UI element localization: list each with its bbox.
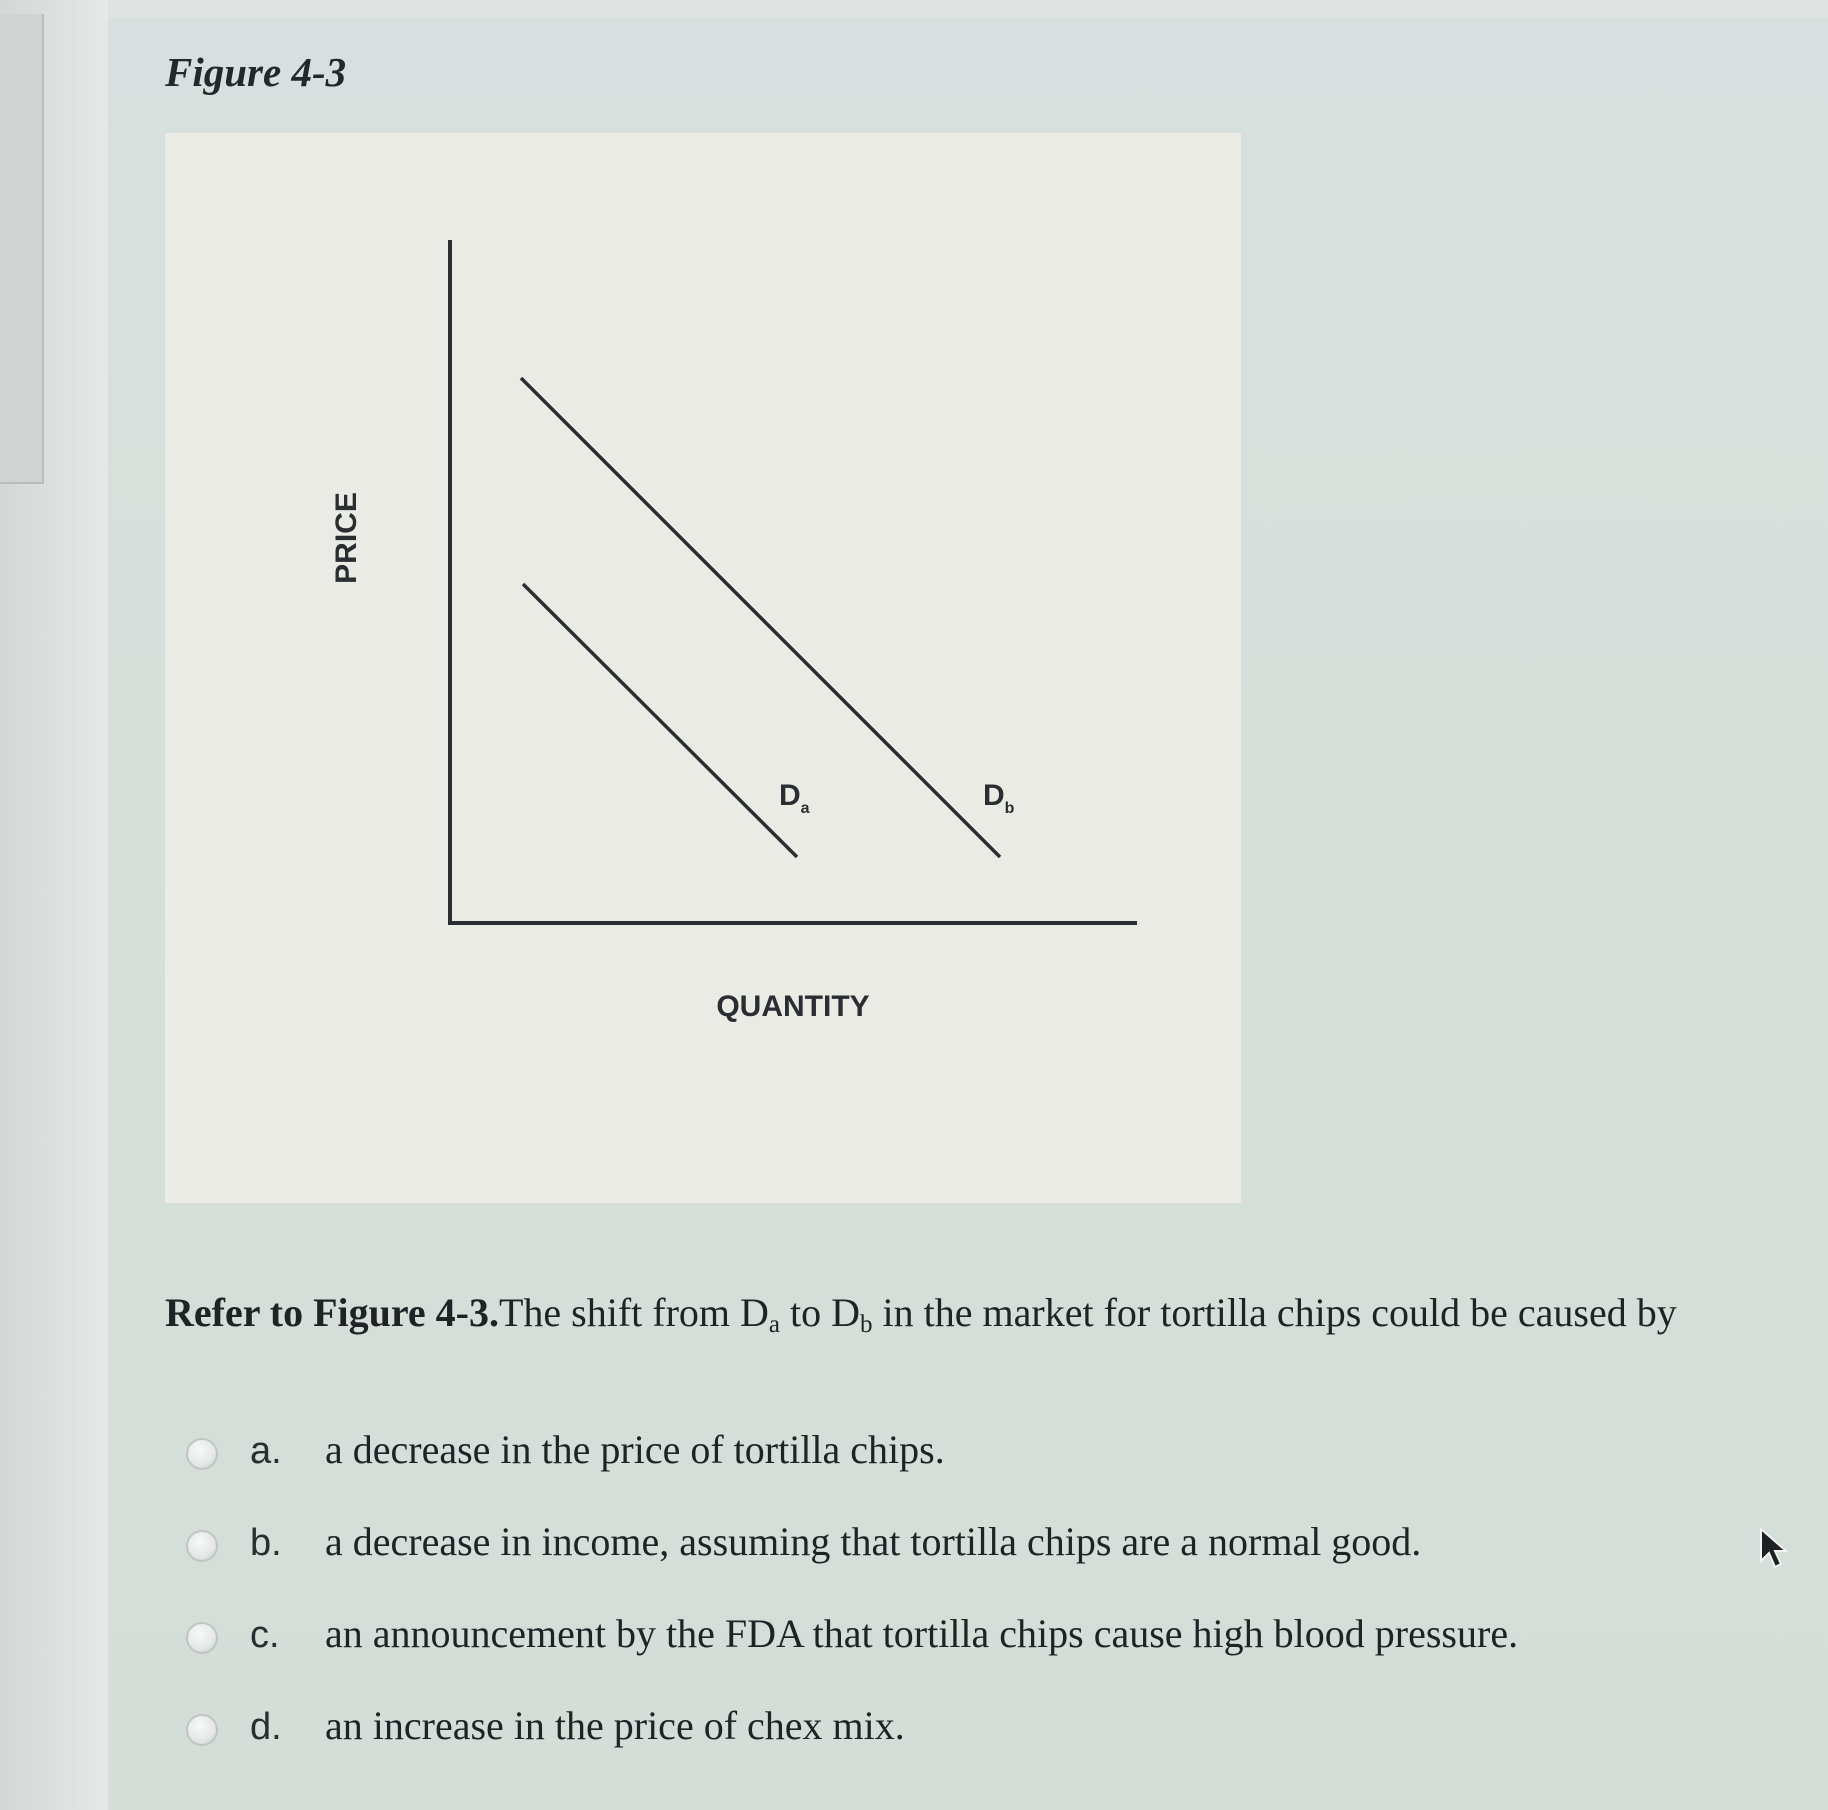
- question-sub-a: a: [768, 1311, 781, 1338]
- option-letter: a.: [250, 1430, 282, 1472]
- curve-b-subscript: b: [1004, 800, 1015, 817]
- demand-curve-b: [521, 378, 1000, 857]
- demand-curve-a-label: [779, 779, 810, 817]
- option-a[interactable]: [180, 1412, 1680, 1504]
- y-axis-label: PRICE: [330, 492, 363, 584]
- option-text[interactable]: a decrease in income, assuming that tortilla chips are a normal good.: [325, 1519, 1422, 1564]
- option-text[interactable]: a decrease in the price of tortilla chips.: [325, 1427, 945, 1472]
- answer-options: [180, 1412, 1680, 1780]
- demand-curve-a: [523, 584, 797, 857]
- left-sidebar-tab[interactable]: [0, 14, 44, 484]
- mouse-pointer-icon: [1758, 1527, 1792, 1571]
- curve-b-letter: D: [983, 779, 1005, 812]
- option-c[interactable]: [180, 1596, 1680, 1688]
- question-part-3: in the market for tortilla chips could be caused by: [872, 1290, 1677, 1335]
- option-letter: d.: [250, 1706, 282, 1748]
- figure-title: Figure 4-3: [165, 49, 347, 95]
- question-part-2: to D: [780, 1290, 861, 1335]
- option-d[interactable]: [180, 1688, 1680, 1780]
- question-part-1: The shift from D: [498, 1290, 769, 1335]
- radio-button-b[interactable]: [186, 1530, 218, 1562]
- question-lead: Refer to Figure 4-3.: [165, 1290, 499, 1335]
- option-b[interactable]: [180, 1504, 1680, 1596]
- option-letter: b.: [250, 1522, 282, 1564]
- option-text[interactable]: an announcement by the FDA that tortilla chips cause high blood pressure.: [325, 1611, 1519, 1656]
- demand-shift-chart: [165, 133, 1241, 1203]
- question-text: [165, 1286, 1785, 1340]
- option-letter: c.: [250, 1614, 280, 1656]
- chart-container: [165, 133, 1241, 1203]
- question-sub-b: b: [860, 1311, 873, 1338]
- option-text[interactable]: an increase in the price of chex mix.: [325, 1703, 905, 1748]
- radio-button-d[interactable]: [186, 1714, 218, 1746]
- curve-a-letter: D: [779, 779, 801, 812]
- radio-button-a[interactable]: [186, 1438, 218, 1470]
- radio-button-c[interactable]: [186, 1622, 218, 1654]
- x-axis-label: QUANTITY: [716, 990, 870, 1023]
- demand-curve-b-label: [983, 779, 1015, 817]
- curve-a-subscript: a: [800, 800, 810, 817]
